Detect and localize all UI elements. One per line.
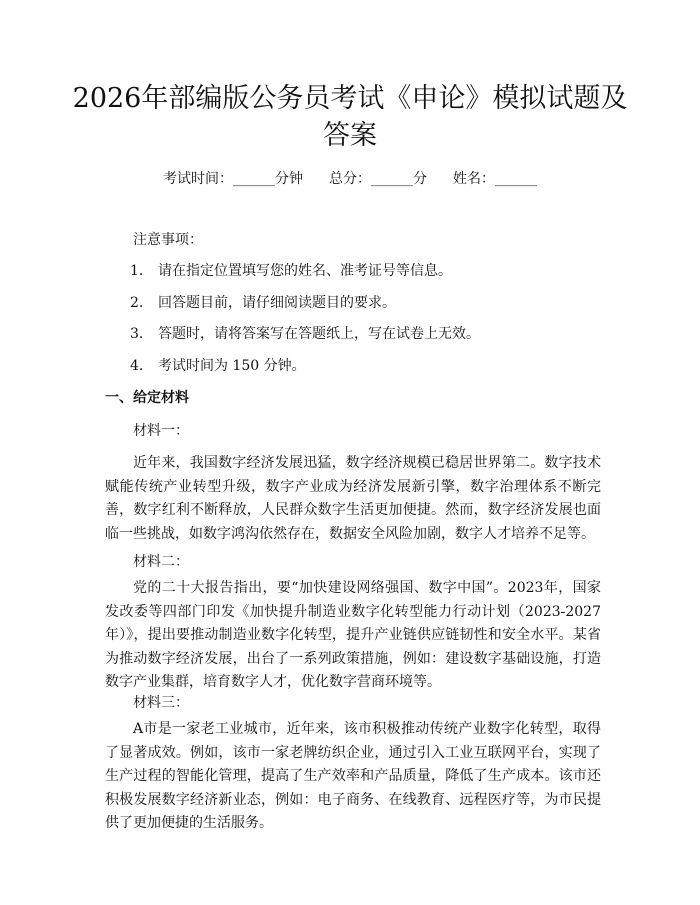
notice-item [130,325,480,357]
material-label: 材料二： [133,554,189,570]
name-blank: ______ [495,171,537,187]
time-blank: ______ [233,171,275,187]
material-label: 材料三： [133,695,189,711]
notice-item [130,357,480,389]
notice-item [130,262,480,294]
notice-item-text: 答题时，请将答案写在答题纸上，写在试卷上无效。 [158,326,480,343]
exam-title: 2026年部编版公务员考试《申论》模拟试题及答案 [72,83,628,151]
notice-heading: 注意事项： [133,232,203,248]
material-paragraph: 近年来，我国数字经济发展迅猛，数字经济规模已稳居世界第二。数字技术赋能传统产业转型升级，数字产业成为经济发展新引擎，数字治理体系不断完善，数字红利不断释放，人民群众数字生活更加便捷。然而，数字经济发展也面临一些挑战，如数字鸿沟依然存在，数据安全风险加剧，数字人才培养不足等。 [105,455,601,542]
score-label: 总分： [329,171,371,187]
score-unit: 分 [413,171,427,187]
time-unit: 分钟 [275,171,303,187]
notice-item-number: 4. [130,358,144,375]
notice-item-text: 请在指定位置填写您的姓名、准考证号等信息。 [158,263,452,279]
notice-list [130,262,480,389]
material-label: 材料一： [133,423,189,439]
notice-item-number: 2. [130,294,144,311]
notice-item-text: 考试时间为 150 分钟。 [158,358,306,375]
material-paragraph: 党的二十大报告指出，要“加快建设网络强国、数字中国”。2023年，国家发改委等四部门印发《加快提升制造业数字化转型能力行动计划（2023-2027年）》，提出要推动制造业数字化转型，提升产业链供应链韧性和安全水平。某省为推动数字经济发展，出台了一系列政策措施，例如：建设数字基础设施，打造数字产业集群，培育数字人才，优化数字营商环境等。 [105,580,601,690]
material-paragraph: A市是一家老工业城市，近年来，该市积极推动传统产业数字化转型，取得了显著成效。例如，该市一家老牌纺织企业，通过引入工业互联网平台，实现了生产过程的智能化管理，提高了生产效率和产品质量，降低了生产成本。该市还积极发展数字经济新业态，例如：电子商务、在线教育、远程医疗等，为市民提供了更加便捷的生活服务。 [105,721,601,831]
time-label: 考试时间： [163,171,233,187]
name-label: 姓名： [453,171,495,187]
notice-item-text: 回答题目前，请仔细阅读题目的要求。 [158,294,396,311]
notice-item [130,294,480,326]
notice-item-number: 3. [130,326,144,343]
score-blank: ______ [371,171,413,187]
exam-meta-line [0,170,700,188]
notice-item-number: 1. [130,263,144,279]
section-heading: 一、给定材料 [105,390,189,406]
